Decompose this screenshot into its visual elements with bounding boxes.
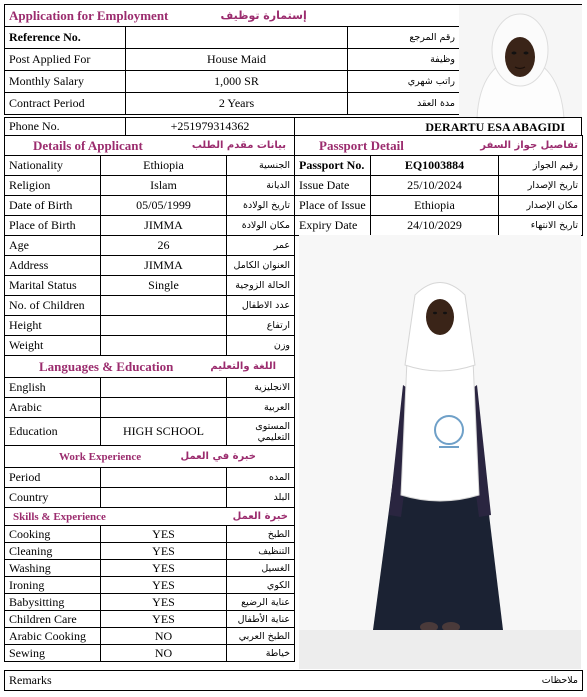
- salary-label: Monthly Salary: [5, 71, 126, 93]
- skills-value: NO: [101, 645, 227, 662]
- details-value: JIMMA: [101, 256, 227, 276]
- phone-value: +251979314362: [126, 118, 295, 136]
- contract-value: 2 Years: [126, 93, 348, 115]
- reference-label: Reference No.: [5, 27, 126, 49]
- full-body-illustration: [299, 235, 581, 669]
- details-value: Islam: [101, 176, 227, 196]
- skills-row: [5, 560, 295, 577]
- work-value: [101, 488, 227, 508]
- passport-label: Issue Date: [295, 176, 371, 196]
- work-row: [5, 468, 295, 488]
- form-title: Application for Employment: [5, 5, 126, 27]
- skills-label: Ironing: [5, 577, 101, 594]
- details-label-ar: الجنسية: [227, 156, 295, 176]
- skills-label-ar: خياطة: [227, 645, 295, 662]
- skills-label: Washing: [5, 560, 101, 577]
- skills-label: Cooking: [5, 526, 101, 543]
- details-row: [5, 196, 295, 216]
- remarks-label-ar: ملاحظات: [295, 671, 583, 691]
- skills-label-ar: الطبخ: [227, 526, 295, 543]
- details-row: [5, 276, 295, 296]
- details-label-ar: ارتفاع: [227, 316, 295, 336]
- skills-row: [5, 543, 295, 560]
- skills-value: YES: [101, 611, 227, 628]
- contract-label-ar: مدة العقد: [348, 93, 460, 115]
- passport-label-ar: تاريخ الإصدار: [499, 176, 583, 196]
- details-row: [5, 156, 295, 176]
- salary-label-ar: راتب شهري: [348, 71, 460, 93]
- header-table: [4, 4, 460, 115]
- skills-label-ar: عناية الرضيع: [227, 594, 295, 611]
- languages-label-ar: الانجليزية: [227, 378, 295, 398]
- salary-value: 1,000 SR: [126, 71, 348, 93]
- passport-heading: Passport Detail: [295, 136, 499, 156]
- post-value: House Maid: [126, 49, 348, 71]
- remarks-table: [4, 670, 583, 691]
- passport-row: [295, 216, 583, 236]
- details-label: Height: [5, 316, 101, 336]
- form-title-ar: إستمارة توظيف: [126, 5, 460, 27]
- details-label-ar: عدد الاطفال: [227, 296, 295, 316]
- languages-label: English: [5, 378, 101, 398]
- details-row: [5, 256, 295, 276]
- languages-heading-ar: اللغة والتعليم: [227, 356, 295, 378]
- details-row: [5, 216, 295, 236]
- remarks-label: Remarks: [5, 671, 295, 691]
- post-label-ar: وظيفة: [348, 49, 460, 71]
- skills-value: NO: [101, 628, 227, 645]
- work-value: [101, 468, 227, 488]
- details-label-ar: مكان الولادة: [227, 216, 295, 236]
- skills-label: Babysitting: [5, 594, 101, 611]
- phone-table: [4, 117, 295, 136]
- details-label-ar: عمر: [227, 236, 295, 256]
- languages-value: [101, 378, 227, 398]
- details-label: Nationality: [5, 156, 101, 176]
- languages-label-ar: العربية: [227, 398, 295, 418]
- languages-label: Arabic: [5, 398, 101, 418]
- passport-value: 24/10/2029: [371, 216, 499, 236]
- languages-row: [5, 398, 295, 418]
- details-row: [5, 236, 295, 256]
- passport-value: 25/10/2024: [371, 176, 499, 196]
- portrait-photo: [459, 4, 582, 117]
- details-value: Single: [101, 276, 227, 296]
- languages-value: [101, 398, 227, 418]
- details-value: 05/05/1999: [101, 196, 227, 216]
- languages-row: [5, 418, 295, 446]
- reference-label-ar: رقم المرجع: [348, 27, 460, 49]
- details-label: Religion: [5, 176, 101, 196]
- skills-label: Children Care: [5, 611, 101, 628]
- details-value: [101, 336, 227, 356]
- details-label: No. of Children: [5, 296, 101, 316]
- passport-heading-ar: تفاصيل جواز السفر: [499, 136, 583, 156]
- details-label-ar: وزن: [227, 336, 295, 356]
- passport-label: Expiry Date: [295, 216, 371, 236]
- details-row: [5, 176, 295, 196]
- details-label-ar: الحالة الزوجية: [227, 276, 295, 296]
- passport-table: [294, 135, 583, 236]
- details-heading-ar: بيانات مقدم الطلب: [227, 136, 295, 156]
- passport-label-ar: مكان الإصدار: [499, 196, 583, 216]
- skills-row: [5, 645, 295, 662]
- skills-value: YES: [101, 526, 227, 543]
- details-label-ar: الديانة: [227, 176, 295, 196]
- skills-row: [5, 577, 295, 594]
- skills-label-ar: الكوي: [227, 577, 295, 594]
- applicant-name: DERARTU ESA ABAGIDI: [294, 117, 582, 135]
- contract-label: Contract Period: [5, 93, 126, 115]
- skills-value: YES: [101, 543, 227, 560]
- passport-label-ar: تاريخ الانتهاء: [499, 216, 583, 236]
- skills-row: [5, 611, 295, 628]
- languages-label-ar: المستوى التعليمي: [227, 418, 295, 446]
- post-label: Post Applied For: [5, 49, 126, 71]
- passport-row: [295, 196, 583, 216]
- passport-row: [295, 156, 583, 176]
- details-label-ar: تاريخ الولادة: [227, 196, 295, 216]
- details-label: Place of Birth: [5, 216, 101, 236]
- work-label: Country: [5, 488, 101, 508]
- work-label-ar: المده: [227, 468, 295, 488]
- passport-label: Passport No.: [295, 156, 371, 176]
- passport-label-ar: رقيم الجواز: [499, 156, 583, 176]
- details-label-ar: العنوان الكامل: [227, 256, 295, 276]
- details-label: Weight: [5, 336, 101, 356]
- details-row: [5, 336, 295, 356]
- details-value: [101, 316, 227, 336]
- passport-label: Place of Issue: [295, 196, 371, 216]
- work-row: [5, 488, 295, 508]
- details-label: Date of Birth: [5, 196, 101, 216]
- work-label-ar: البلد: [227, 488, 295, 508]
- languages-label: Education: [5, 418, 101, 446]
- skills-label-ar: الطبخ العربي: [227, 628, 295, 645]
- work-heading: Work Experience: [5, 446, 227, 468]
- skills-row: [5, 526, 295, 543]
- details-label: Marital Status: [5, 276, 101, 296]
- details-label: Address: [5, 256, 101, 276]
- languages-value: HIGH SCHOOL: [101, 418, 227, 446]
- details-row: [5, 316, 295, 336]
- passport-row: [295, 176, 583, 196]
- skills-label: Arabic Cooking: [5, 628, 101, 645]
- details-value: JIMMA: [101, 216, 227, 236]
- details-value: Ethiopia: [101, 156, 227, 176]
- full-body-photo: [299, 235, 581, 669]
- skills-value: YES: [101, 577, 227, 594]
- passport-value: EQ1003884: [371, 156, 499, 176]
- skills-label-ar: التنظيف: [227, 543, 295, 560]
- skills-label-ar: عناية الأطفال: [227, 611, 295, 628]
- reference-value: [126, 27, 348, 49]
- details-row: [5, 296, 295, 316]
- languages-row: [5, 378, 295, 398]
- skills-value: YES: [101, 560, 227, 577]
- work-label: Period: [5, 468, 101, 488]
- skills-heading-ar: خبرة العمل: [227, 508, 295, 526]
- skills-label: Cleaning: [5, 543, 101, 560]
- details-heading: Details of Applicant: [5, 136, 227, 156]
- details-table: [4, 135, 295, 662]
- portrait-illustration: [459, 5, 582, 118]
- skills-heading: Skills & Experience: [5, 508, 227, 526]
- skills-row: [5, 594, 295, 611]
- languages-heading: Languages & Education: [5, 356, 227, 378]
- details-value: [101, 296, 227, 316]
- skills-row: [5, 628, 295, 645]
- passport-value: Ethiopia: [371, 196, 499, 216]
- work-heading-ar: خبرة في العمل: [227, 446, 295, 468]
- details-label: Age: [5, 236, 101, 256]
- details-value: 26: [101, 236, 227, 256]
- skills-label-ar: الغسيل: [227, 560, 295, 577]
- skills-label: Sewing: [5, 645, 101, 662]
- skills-value: YES: [101, 594, 227, 611]
- phone-label: Phone No.: [5, 118, 126, 136]
